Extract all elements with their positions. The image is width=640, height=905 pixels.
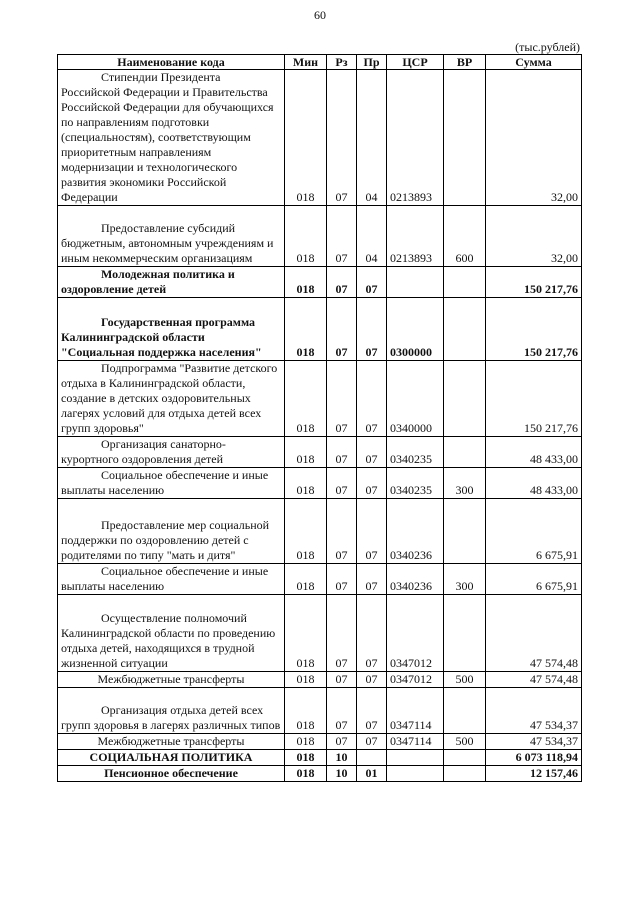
row-rz: 07 <box>327 206 357 267</box>
row-rz: 07 <box>327 70 357 206</box>
units-label: (тыс.рублей) <box>515 40 580 54</box>
row-pr: 07 <box>357 734 387 750</box>
row-csr: 0300000 <box>387 298 444 361</box>
row-pr: 04 <box>357 70 387 206</box>
header-min: Мин <box>285 55 327 70</box>
table-header-row <box>58 55 582 70</box>
row-min: 018 <box>285 734 327 750</box>
row-pr: 07 <box>357 361 387 437</box>
row-pr: 07 <box>357 688 387 734</box>
row-pr: 07 <box>357 267 387 298</box>
row-rz: 07 <box>327 672 357 688</box>
row-rz: 07 <box>327 468 357 499</box>
row-vr: 600 <box>444 206 486 267</box>
row-min: 018 <box>285 298 327 361</box>
row-min: 018 <box>285 361 327 437</box>
row-name: Предоставление субсидий бюджетным, автономным учреждениям и иным некоммерческим организациям <box>58 206 285 267</box>
table-row <box>58 267 582 298</box>
row-rz: 07 <box>327 499 357 564</box>
table-row <box>58 766 582 782</box>
row-min: 018 <box>285 468 327 499</box>
budget-table <box>57 54 582 782</box>
row-sum: 32,00 <box>486 70 582 206</box>
table-row <box>58 688 582 734</box>
row-name: Молодежная политика и оздоровление детей <box>58 267 285 298</box>
row-csr <box>387 750 444 766</box>
row-rz: 07 <box>327 688 357 734</box>
table-row <box>58 595 582 672</box>
row-vr <box>444 437 486 468</box>
row-sum: 12 157,46 <box>486 766 582 782</box>
row-csr <box>387 267 444 298</box>
row-sum: 150 217,76 <box>486 267 582 298</box>
row-vr <box>444 361 486 437</box>
row-name: Подпрограмма "Развитие детского отдыха в Калининградской области, создание в детских оздоровительных лагерях условий для отдыха детей всех групп здоровья" <box>58 361 285 437</box>
row-min: 018 <box>285 206 327 267</box>
row-sum: 47 574,48 <box>486 595 582 672</box>
row-pr: 07 <box>357 672 387 688</box>
row-vr <box>444 766 486 782</box>
row-name: Организация санаторно-курортного оздоровления детей <box>58 437 285 468</box>
row-name: Межбюджетные трансферты <box>58 672 285 688</box>
row-vr <box>444 499 486 564</box>
row-vr <box>444 70 486 206</box>
row-pr: 07 <box>357 499 387 564</box>
row-csr: 0340000 <box>387 361 444 437</box>
row-sum: 48 433,00 <box>486 437 582 468</box>
row-sum: 48 433,00 <box>486 468 582 499</box>
header-rz: Рз <box>327 55 357 70</box>
row-rz: 07 <box>327 437 357 468</box>
row-min: 018 <box>285 750 327 766</box>
table-row <box>58 206 582 267</box>
row-sum: 47 534,37 <box>486 688 582 734</box>
page-number: 60 <box>314 8 326 22</box>
table-row <box>58 70 582 206</box>
table-row <box>58 468 582 499</box>
row-vr <box>444 688 486 734</box>
header-csr: ЦСР <box>387 55 444 70</box>
row-min: 018 <box>285 564 327 595</box>
row-min: 018 <box>285 499 327 564</box>
row-rz: 10 <box>327 750 357 766</box>
table-row <box>58 361 582 437</box>
row-csr: 0340236 <box>387 564 444 595</box>
row-vr <box>444 750 486 766</box>
table-row <box>58 298 582 361</box>
row-sum: 47 534,37 <box>486 734 582 750</box>
table-row <box>58 437 582 468</box>
row-csr: 0340235 <box>387 468 444 499</box>
row-name: Государственная программа Калининградской области "Социальная поддержка населения" <box>58 298 285 361</box>
row-min: 018 <box>285 672 327 688</box>
row-csr: 0347012 <box>387 672 444 688</box>
row-name: СОЦИАЛЬНАЯ ПОЛИТИКА <box>58 750 285 766</box>
table-row <box>58 672 582 688</box>
row-sum: 32,00 <box>486 206 582 267</box>
row-name: Пенсионное обеспечение <box>58 766 285 782</box>
row-rz: 07 <box>327 361 357 437</box>
row-vr: 300 <box>444 564 486 595</box>
row-min: 018 <box>285 437 327 468</box>
row-rz: 07 <box>327 298 357 361</box>
row-vr <box>444 595 486 672</box>
table-row <box>58 499 582 564</box>
row-sum: 6 675,91 <box>486 564 582 595</box>
row-min: 018 <box>285 70 327 206</box>
table-row <box>58 564 582 595</box>
row-rz: 07 <box>327 595 357 672</box>
row-pr: 04 <box>357 206 387 267</box>
row-min: 018 <box>285 267 327 298</box>
row-name: Предоставление мер социальной поддержки по оздоровлению детей с родителями по типу "мать и дитя" <box>58 499 285 564</box>
row-sum: 6 073 118,94 <box>486 750 582 766</box>
row-csr <box>387 766 444 782</box>
row-pr: 07 <box>357 437 387 468</box>
row-name: Осуществление полномочий Калининградской области по проведению отдыха детей, находящихся в трудной жизненной ситуации <box>58 595 285 672</box>
row-csr: 0347114 <box>387 688 444 734</box>
row-pr: 07 <box>357 564 387 595</box>
header-name: Наименование кода <box>58 55 285 70</box>
row-sum: 47 574,48 <box>486 672 582 688</box>
row-csr: 0347114 <box>387 734 444 750</box>
row-name: Стипендии Президента Российской Федерации и Правительства Российской Федерации для обучающихся по направлениям подготовки (специальностям), соответствующим приоритетным направлениям модернизации и технологического развития экономики Российской Федерации <box>58 70 285 206</box>
row-vr <box>444 267 486 298</box>
row-vr: 500 <box>444 734 486 750</box>
row-rz: 10 <box>327 766 357 782</box>
row-min: 018 <box>285 595 327 672</box>
row-name: Межбюджетные трансферты <box>58 734 285 750</box>
row-vr: 300 <box>444 468 486 499</box>
row-name: Социальное обеспечение и иные выплаты населению <box>58 564 285 595</box>
row-csr: 0340236 <box>387 499 444 564</box>
table-row <box>58 734 582 750</box>
row-min: 018 <box>285 766 327 782</box>
row-pr: 07 <box>357 468 387 499</box>
row-name: Социальное обеспечение и иные выплаты населению <box>58 468 285 499</box>
row-csr: 0347012 <box>387 595 444 672</box>
row-csr: 0340235 <box>387 437 444 468</box>
row-sum: 150 217,76 <box>486 361 582 437</box>
header-sum: Сумма <box>486 55 582 70</box>
row-sum: 150 217,76 <box>486 298 582 361</box>
table-row <box>58 750 582 766</box>
row-min: 018 <box>285 688 327 734</box>
header-pr: Пр <box>357 55 387 70</box>
row-csr: 0213893 <box>387 70 444 206</box>
row-rz: 07 <box>327 267 357 298</box>
row-vr: 500 <box>444 672 486 688</box>
row-name: Организация отдыха детей всех групп здоровья в лагерях различных типов <box>58 688 285 734</box>
row-rz: 07 <box>327 564 357 595</box>
row-rz: 07 <box>327 734 357 750</box>
row-pr: 01 <box>357 766 387 782</box>
row-csr: 0213893 <box>387 206 444 267</box>
row-vr <box>444 298 486 361</box>
row-sum: 6 675,91 <box>486 499 582 564</box>
row-pr: 07 <box>357 298 387 361</box>
row-pr <box>357 750 387 766</box>
row-pr: 07 <box>357 595 387 672</box>
header-vr: ВР <box>444 55 486 70</box>
